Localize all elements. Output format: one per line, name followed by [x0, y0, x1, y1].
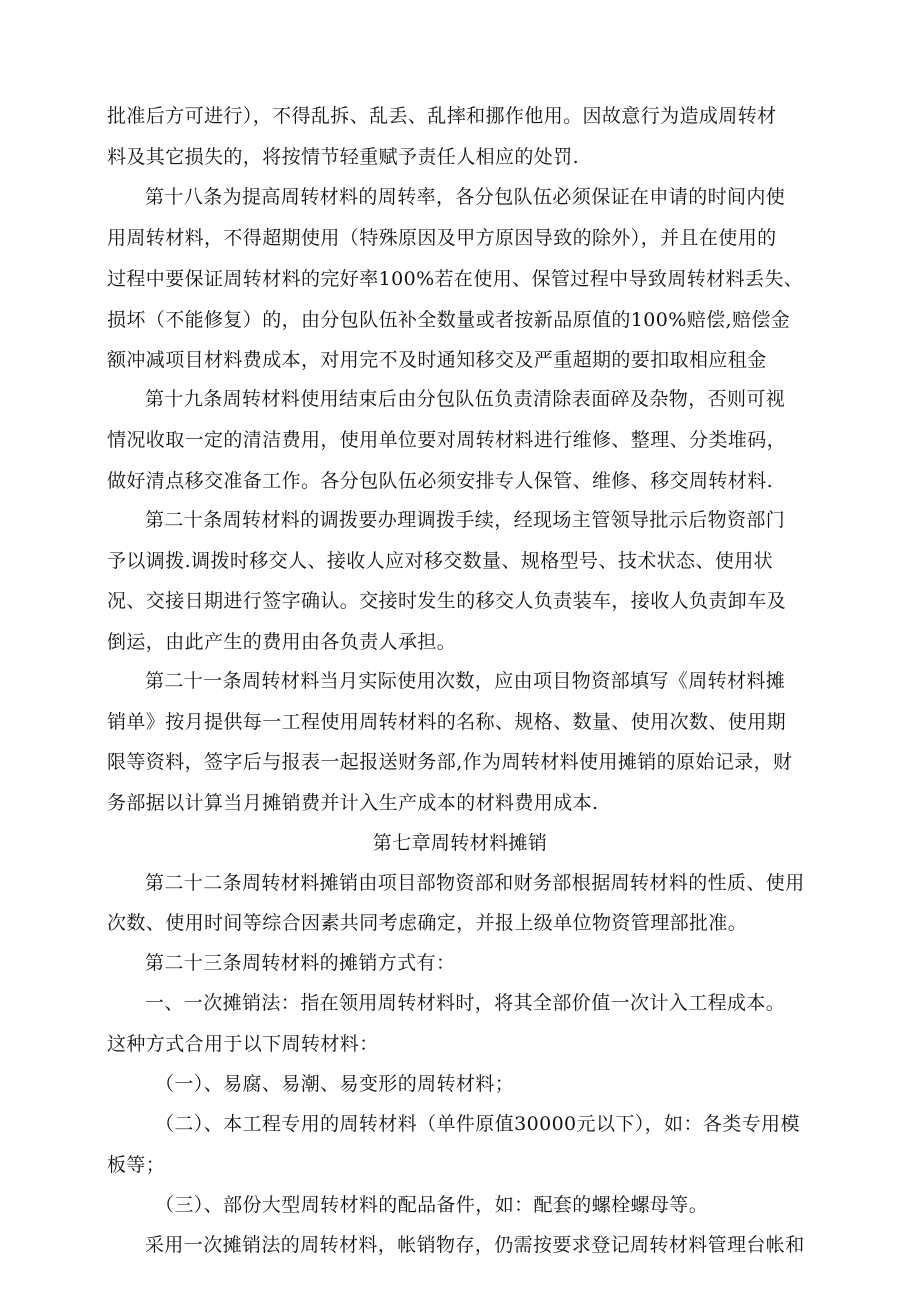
text-line: 第十八条为提高周转材料的周转率，各分包队伍必须保证在申请的时间内使: [145, 186, 786, 208]
text-line: （二）、本工程专用的周转材料（单件原值30000元以下），如：各类专用模: [155, 1113, 800, 1135]
text-line: 板等；: [107, 1154, 166, 1176]
text-line: 务部据以计算当月摊销费并计入生产成本的材料费用成本.: [107, 792, 599, 814]
text-line: 第二十三条周转材料的摊销方式有：: [145, 952, 456, 974]
text-line: 予以调拨.调拨时移交人、接收人应对移交数量、规格型号、技术状态、使用状: [107, 550, 774, 572]
text-line: 限等资料，签字后与报表一起报送财务部,作为周转材料使用摊销的原始记录，财: [107, 751, 793, 773]
text-line: 料及其它损失的，将按情节轻重赋予责任人相应的处罚.: [107, 146, 580, 168]
text-line: 一、一次摊销法：指在领用周转材料时，将其全部价值一次计入工程成本。: [145, 992, 786, 1014]
text-line: 次数、使用时间等综合因素共同考虑确定，并报上级单位物资管理部批准。: [107, 912, 748, 934]
chapter-heading: 第七章周转材料摊销: [372, 832, 548, 854]
text-line: 第二十一条周转材料当月实际使用次数，应由项目物资部填写《周转材料摊: [145, 670, 786, 692]
text-line: 倒运，由此产生的费用由各负责人承担。: [107, 631, 457, 653]
text-line: 第二十二条周转材料摊销由项目部物资部和财务部根据周转材料的性质、使用: [145, 872, 805, 894]
text-line: 用周转材料，不得超期使用（特殊原因及甲方原因导致的除外），并且在使用的: [107, 227, 777, 249]
text-line: 损坏（不能修复）的，由分包队伍补全数量或者按新品原值的100%赔偿,赔偿金: [107, 309, 791, 331]
text-line: 批准后方可进行），不得乱拆、乱丢、乱摔和挪作他用。因故意行为造成周转材: [107, 105, 777, 127]
text-line: （三）、部份大型周转材料的配品备件，如：配套的螺栓螺母等。: [155, 1194, 709, 1216]
text-line: 额冲减项目材料费成本，对用完不及时通知移交及严重超期的要扣取相应租金: [107, 349, 767, 371]
text-line: 第十九条周转材料使用结束后由分包队伍负责清除表面碎及杂物，否则可视: [145, 388, 786, 410]
text-line: 过程中要保证周转材料的完好率100%若在使用、保管过程中导致周转材料丢失、: [107, 268, 804, 290]
text-line: 第二十条周转材料的调拨要办理调拨手续，经现场主管领导批示后物资部门: [145, 509, 786, 531]
text-line: 做好清点移交准备工作。各分包队伍必须安排专人保管、维修、移交周转材料.: [107, 470, 774, 492]
text-line: 销单》按月提供每一工程使用周转材料的名称、规格、数量、使用次数、使用期: [107, 711, 787, 733]
text-line: 这种方式合用于以下周转材料：: [107, 1033, 379, 1055]
text-line: 情况收取一定的清洁费用，使用单位要对周转材料进行维修、整理、分类堆码，: [107, 429, 787, 451]
text-line: 况、交接日期进行签字确认。交接时发生的移交人负责装车，接收人负责卸车及: [107, 590, 787, 612]
text-line: （一）、易腐、易潮、易变形的周转材料；: [155, 1073, 515, 1095]
text-line: 采用一次摊销法的周转材料，帐销物存，仍需按要求登记周转材料管理台帐和: [145, 1234, 805, 1256]
